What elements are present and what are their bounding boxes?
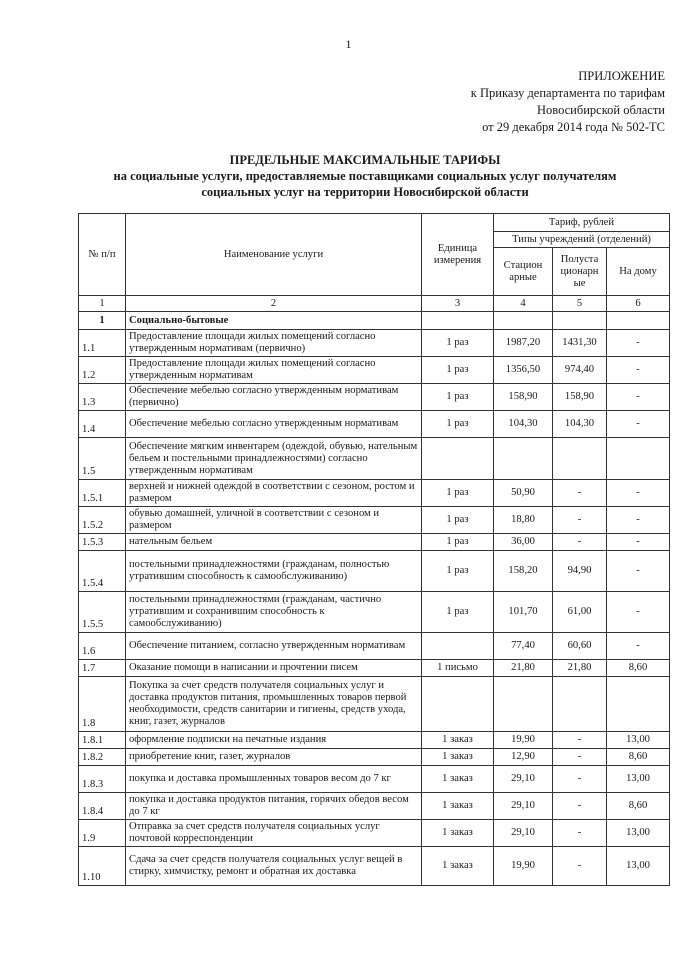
home-tariff-cell: - (607, 507, 670, 534)
semi-stationary-tariff-cell: - (553, 766, 607, 793)
col-number: 4 (494, 296, 553, 312)
stationary-tariff-cell: 50,90 (494, 480, 553, 507)
stationary-tariff-cell: 21,80 (494, 660, 553, 677)
header-tariff: Тариф, рублей (494, 214, 670, 232)
table-row (79, 411, 670, 438)
document-title (60, 152, 670, 200)
unit-cell: 1 раз (422, 357, 494, 384)
table-row (79, 820, 670, 847)
title-line-3: социальных услуг на территории Новосибирской области (201, 185, 529, 199)
home-tariff-cell: - (607, 357, 670, 384)
semi-stationary-tariff-cell: - (553, 480, 607, 507)
home-tariff-cell: 8,60 (607, 660, 670, 677)
service-name-cell: верхней и нижней одеждой в соответствии с сезоном, ростом и размером (126, 480, 422, 507)
table-row (79, 507, 670, 534)
col-number: 6 (607, 296, 670, 312)
semi-stationary-tariff-cell: 158,90 (553, 384, 607, 411)
row-number-cell: 1 (79, 312, 126, 330)
unit-cell: 1 заказ (422, 732, 494, 749)
unit-cell: 1 заказ (422, 820, 494, 847)
home-tariff-cell: 13,00 (607, 847, 670, 886)
stationary-tariff-cell: 77,40 (494, 633, 553, 660)
home-tariff-cell: - (607, 480, 670, 507)
unit-cell: 1 раз (422, 411, 494, 438)
stationary-tariff-cell (494, 438, 553, 480)
service-name-cell: Обеспечение мебелью согласно утвержденным нормативам (126, 411, 422, 438)
stationary-tariff-cell: 104,30 (494, 411, 553, 438)
stationary-tariff-cell: 19,90 (494, 847, 553, 886)
stationary-tariff-cell (494, 312, 553, 330)
home-tariff-cell: 13,00 (607, 732, 670, 749)
semi-stationary-tariff-cell: 974,40 (553, 357, 607, 384)
table-row (79, 766, 670, 793)
stationary-tariff-cell: 12,90 (494, 749, 553, 766)
row-number-cell: 1.10 (79, 847, 126, 886)
row-number-cell: 1.8 (79, 677, 126, 732)
semi-stationary-tariff-cell: - (553, 749, 607, 766)
home-tariff-cell: - (607, 592, 670, 633)
table-row (79, 312, 670, 330)
home-tariff-cell (607, 312, 670, 330)
unit-cell: 1 раз (422, 330, 494, 357)
unit-cell: 1 заказ (422, 793, 494, 820)
semi-stationary-tariff-cell (553, 677, 607, 732)
home-tariff-cell: - (607, 384, 670, 411)
table-body (79, 312, 670, 886)
service-name-cell: Предоставление площади жилых помещений согласно утвержденным нормативам (первично) (126, 330, 422, 357)
column-numbers-row (79, 296, 670, 312)
home-tariff-cell: 8,60 (607, 749, 670, 766)
table-row (79, 592, 670, 633)
service-name-cell: Покупка за счет средств получателя социальных услуг и доставка продуктов питания, промышленных товаров первой необходимости, средств санитарии и гигиены, средств ухода, книг, газет, журналов (126, 677, 422, 732)
row-number-cell: 1.5.4 (79, 551, 126, 592)
appendix-label: ПРИЛОЖЕНИЕ (578, 69, 665, 83)
header-stationary: Стацион арные (494, 248, 553, 296)
row-number-cell: 1.9 (79, 820, 126, 847)
unit-cell (422, 677, 494, 732)
service-name-cell: Сдача за счет средств получателя социальных услуг вещей в стирку, химчистку, ремонт и обратная их доставка (126, 847, 422, 886)
appendix-header (471, 68, 665, 136)
service-name-cell: Социально-бытовые (126, 312, 422, 330)
table-row (79, 749, 670, 766)
service-name-cell: Отправка за счет средств получателя социальных услуг почтовой корреспонденции (126, 820, 422, 847)
col-number: 5 (553, 296, 607, 312)
header-types: Типы учреждений (отделений) (494, 232, 670, 248)
header-unit: Единица измерения (422, 214, 494, 296)
table-row (79, 384, 670, 411)
semi-stationary-tariff-cell: - (553, 534, 607, 551)
row-number-cell: 1.3 (79, 384, 126, 411)
table-row (79, 793, 670, 820)
unit-cell (422, 312, 494, 330)
service-name-cell: Обеспечение мягким инвентарем (одеждой, обувью, нательным бельем и постельными принадлежностями) согласно утвержденным нормативам (126, 438, 422, 480)
unit-cell: 1 заказ (422, 847, 494, 886)
service-name-cell: приобретение книг, газет, журналов (126, 749, 422, 766)
semi-stationary-tariff-cell: 60,60 (553, 633, 607, 660)
stationary-tariff-cell: 101,70 (494, 592, 553, 633)
service-name-cell: покупка и доставка промышленных товаров весом до 7 кг (126, 766, 422, 793)
unit-cell: 1 раз (422, 384, 494, 411)
stationary-tariff-cell: 29,10 (494, 793, 553, 820)
row-number-cell: 1.6 (79, 633, 126, 660)
tariffs-table (78, 213, 670, 886)
table-row (79, 330, 670, 357)
semi-stationary-tariff-cell: - (553, 847, 607, 886)
home-tariff-cell: 13,00 (607, 820, 670, 847)
table-row (79, 732, 670, 749)
unit-cell: 1 раз (422, 480, 494, 507)
row-number-cell: 1.5.2 (79, 507, 126, 534)
stationary-tariff-cell: 158,20 (494, 551, 553, 592)
stationary-tariff-cell: 29,10 (494, 766, 553, 793)
stationary-tariff-cell: 18,80 (494, 507, 553, 534)
row-number-cell: 1.5.3 (79, 534, 126, 551)
semi-stationary-tariff-cell: 61,00 (553, 592, 607, 633)
table-row (79, 633, 670, 660)
service-name-cell: Предоставление площади жилых помещений согласно утвержденным нормативам (126, 357, 422, 384)
unit-cell: 1 раз (422, 534, 494, 551)
home-tariff-cell (607, 677, 670, 732)
row-number-cell: 1.8.3 (79, 766, 126, 793)
col-number: 1 (79, 296, 126, 312)
unit-cell: 1 раз (422, 507, 494, 534)
header-semi: Полуста ционарн ые (553, 248, 607, 296)
service-name-cell: оформление подписки на печатные издания (126, 732, 422, 749)
title-line-1: ПРЕДЕЛЬНЫЕ МАКСИМАЛЬНЫЕ ТАРИФЫ (229, 153, 501, 167)
stationary-tariff-cell: 1356,50 (494, 357, 553, 384)
unit-cell (422, 438, 494, 480)
table-row (79, 480, 670, 507)
home-tariff-cell: 13,00 (607, 766, 670, 793)
unit-cell: 1 раз (422, 551, 494, 592)
row-number-cell: 1.8.4 (79, 793, 126, 820)
row-number-cell: 1.8.2 (79, 749, 126, 766)
col-number: 2 (126, 296, 422, 312)
semi-stationary-tariff-cell: 94,90 (553, 551, 607, 592)
row-number-cell: 1.5.5 (79, 592, 126, 633)
table-row (79, 357, 670, 384)
col-number: 3 (422, 296, 494, 312)
semi-stationary-tariff-cell (553, 312, 607, 330)
semi-stationary-tariff-cell: 104,30 (553, 411, 607, 438)
page-number: 1 (345, 37, 352, 51)
row-number-cell: 1.5 (79, 438, 126, 480)
service-name-cell: Обеспечение мебелью согласно утвержденным нормативам (первично) (126, 384, 422, 411)
table-row (79, 534, 670, 551)
table-row (79, 660, 670, 677)
home-tariff-cell: - (607, 534, 670, 551)
service-name-cell: Обеспечение питанием, согласно утвержденным нормативам (126, 633, 422, 660)
home-tariff-cell: - (607, 330, 670, 357)
table-row (79, 847, 670, 886)
semi-stationary-tariff-cell: - (553, 507, 607, 534)
semi-stationary-tariff-cell (553, 438, 607, 480)
stationary-tariff-cell: 1987,20 (494, 330, 553, 357)
service-name-cell: Оказание помощи в написании и прочтении писем (126, 660, 422, 677)
service-name-cell: покупка и доставка продуктов питания, горячих обедов весом до 7 кг (126, 793, 422, 820)
home-tariff-cell: - (607, 633, 670, 660)
unit-cell: 1 заказ (422, 766, 494, 793)
service-name-cell: обувью домашней, уличной в соответствии с сезоном и размером (126, 507, 422, 534)
service-name-cell: постельными принадлежностями (гражданам, полностью утратившим способность к самообслуживанию) (126, 551, 422, 592)
header-num: № п/п (79, 214, 126, 296)
semi-stationary-tariff-cell: - (553, 793, 607, 820)
semi-stationary-tariff-cell: - (553, 732, 607, 749)
appendix-order-ref: к Приказу департамента по тарифам (470, 86, 665, 100)
home-tariff-cell: - (607, 551, 670, 592)
unit-cell: 1 раз (422, 592, 494, 633)
table-row (79, 438, 670, 480)
unit-cell: 1 письмо (422, 660, 494, 677)
table-row (79, 551, 670, 592)
unit-cell (422, 633, 494, 660)
stationary-tariff-cell: 36,00 (494, 534, 553, 551)
row-number-cell: 1.5.1 (79, 480, 126, 507)
home-tariff-cell: 8,60 (607, 793, 670, 820)
appendix-region: Новосибирской области (536, 103, 665, 117)
row-number-cell: 1.7 (79, 660, 126, 677)
title-line-2: на социальные услуги, предоставляемые поставщиками социальных услуг получателям (113, 169, 617, 183)
stationary-tariff-cell: 29,10 (494, 820, 553, 847)
header-name: Наименование услуги (126, 214, 422, 296)
row-number-cell: 1.4 (79, 411, 126, 438)
unit-cell: 1 заказ (422, 749, 494, 766)
stationary-tariff-cell: 19,90 (494, 732, 553, 749)
semi-stationary-tariff-cell: 21,80 (553, 660, 607, 677)
home-tariff-cell (607, 438, 670, 480)
service-name-cell: постельными принадлежностями (гражданам, частично утратившим и сохранившим способность к самообслуживанию) (126, 592, 422, 633)
home-tariff-cell: - (607, 411, 670, 438)
stationary-tariff-cell (494, 677, 553, 732)
appendix-date: от 29 декабря 2014 года № 502-ТС (482, 120, 665, 134)
semi-stationary-tariff-cell: - (553, 820, 607, 847)
header-home: На дому (607, 248, 670, 296)
stationary-tariff-cell: 158,90 (494, 384, 553, 411)
semi-stationary-tariff-cell: 1431,30 (553, 330, 607, 357)
row-number-cell: 1.8.1 (79, 732, 126, 749)
row-number-cell: 1.2 (79, 357, 126, 384)
table-row (79, 677, 670, 732)
row-number-cell: 1.1 (79, 330, 126, 357)
service-name-cell: нательным бельем (126, 534, 422, 551)
